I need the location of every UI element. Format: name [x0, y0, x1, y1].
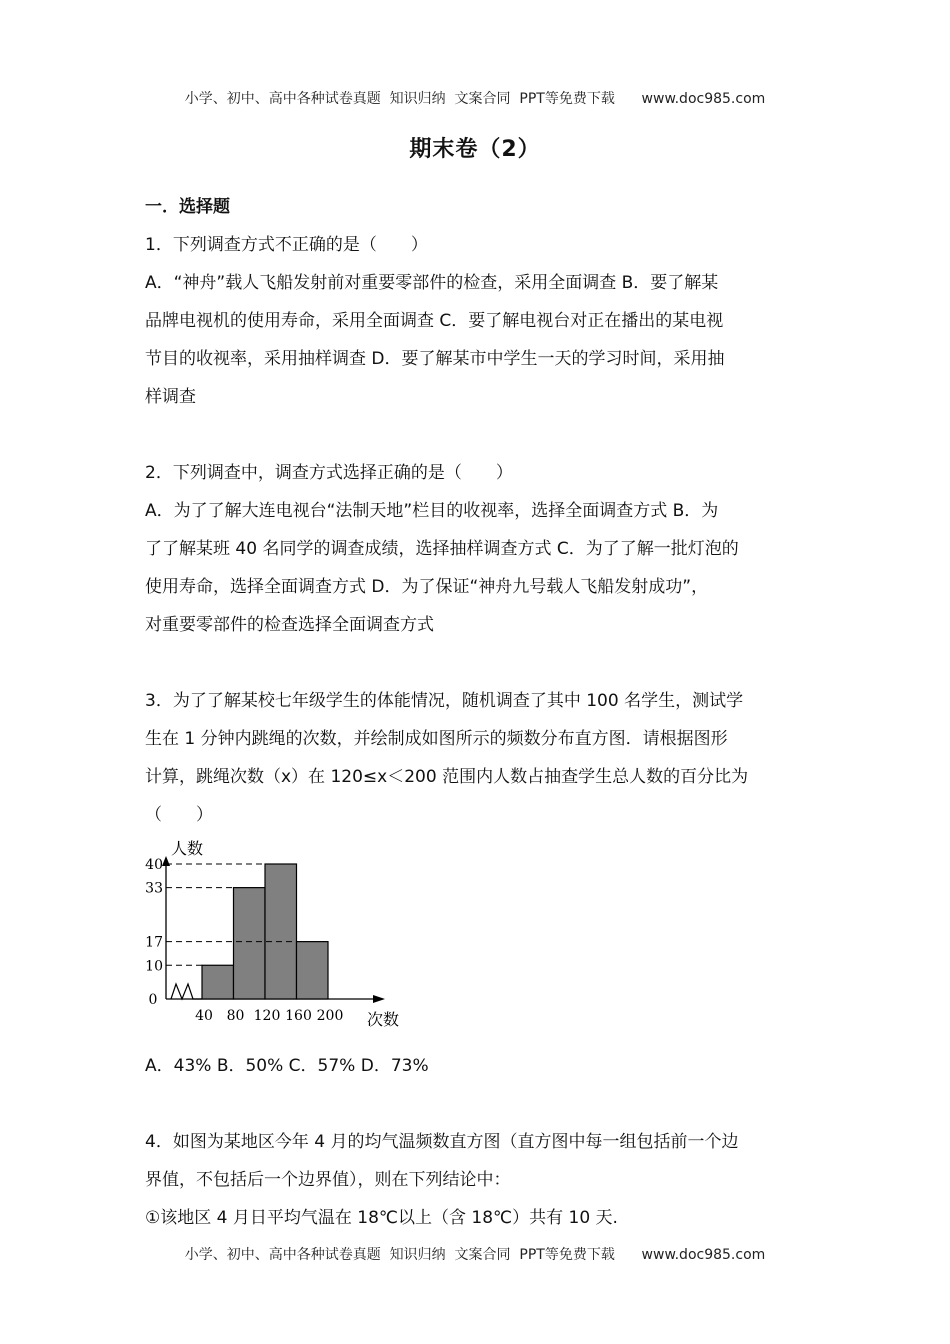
histogram-bar — [297, 942, 329, 999]
q1-line: A．“神舟”载人飞船发射前对重要零部件的检查，采用全面调查 B．要了解某 — [145, 273, 719, 293]
x-tick-label: 160 — [285, 1008, 312, 1024]
q3-line: 3．为了了解某校七年级学生的体能情况，随机调查了其中 100 名学生，测试学 — [145, 691, 744, 711]
q2-line: A．为了了解大连电视台“法制天地”栏目的收视率，选择全面调查方式 B．为 — [145, 501, 719, 521]
q4-line: 界值，不包括后一个边界值），则在下列结论中： — [145, 1170, 511, 1190]
axis-break-zigzag — [171, 984, 202, 999]
y-axis-label: 人数 — [171, 839, 204, 858]
q3-line: （ ） — [145, 805, 213, 825]
q2-line: 使用寿命，选择全面调查方式 D．为了保证“神舟九号载人飞船发射成功”， — [145, 577, 709, 597]
document-body — [145, 188, 810, 1237]
histogram-figure — [145, 838, 415, 1033]
y-tick-label: 40 — [145, 857, 163, 873]
x-tick-label: 200 — [316, 1008, 344, 1024]
histogram-bar — [265, 864, 297, 999]
y-tick-label: 33 — [145, 880, 163, 897]
q3-line: 计算，跳绳次数（x）在 120≤x＜200 范围内人数占抽查学生总人数的百分比为 — [145, 767, 749, 787]
page-title: 期末卷（2） — [409, 137, 541, 162]
page-header: 小学、初中、高中各种试卷真题 知识归纳 文案合同 PPT等免费下载 www.doc985.com — [184, 91, 766, 107]
x-tick-label: 40 — [195, 1008, 213, 1024]
q4-line: ①该地区 4 月日平均气温在 18℃以上（含 18℃）共有 10 天. — [145, 1208, 618, 1228]
q3-options: A．43% B．50% C．57% D．73% — [145, 1056, 429, 1076]
q1-stem: 1．下列调查方式不正确的是（ ） — [145, 235, 428, 255]
q4-line: 4．如图为某地区今年 4 月的均气温频数直方图（直方图中每一组包括前一个边 — [145, 1132, 739, 1152]
q2-line: 对重要零部件的检查选择全面调查方式 — [145, 615, 434, 635]
q1-line: 节目的收视率，采用抽样调查 D．要了解某市中学生一天的学习时间，采用抽 — [145, 349, 725, 369]
q2-stem: 2．下列调查中，调查方式选择正确的是（ ） — [145, 463, 513, 483]
section-title: 一．选择题 — [145, 197, 230, 217]
y-tick-label: 10 — [145, 958, 163, 975]
x-axis-label: 次数 — [367, 1010, 400, 1029]
x-tick-label: 120 — [253, 1008, 281, 1024]
y-tick-label: 17 — [145, 934, 163, 951]
x-axis-arrow — [373, 995, 385, 1003]
x-tick-label: 80 — [226, 1008, 245, 1024]
q3-line: 生在 1 分钟内跳绳的次数，并绘制成如图所示的频数分布直方图．请根据图形 — [145, 729, 728, 749]
histogram-bar — [234, 888, 266, 999]
q2-line: 了了解某班 40 名同学的调查成绩，选择抽样调查方式 C．为了了解一批灯泡的 — [145, 539, 739, 559]
q1-line: 品牌电视机的使用寿命，采用全面调查 C．要了解电视台对正在播出的某电视 — [145, 311, 724, 331]
page-footer: 小学、初中、高中各种试卷真题 知识归纳 文案合同 PPT等免费下载 www.doc985.com — [184, 1247, 766, 1263]
histogram-bar — [202, 965, 234, 999]
q1-line: 样调查 — [145, 387, 196, 407]
histogram-chart — [145, 838, 415, 1033]
origin-label: 0 — [148, 992, 158, 1008]
